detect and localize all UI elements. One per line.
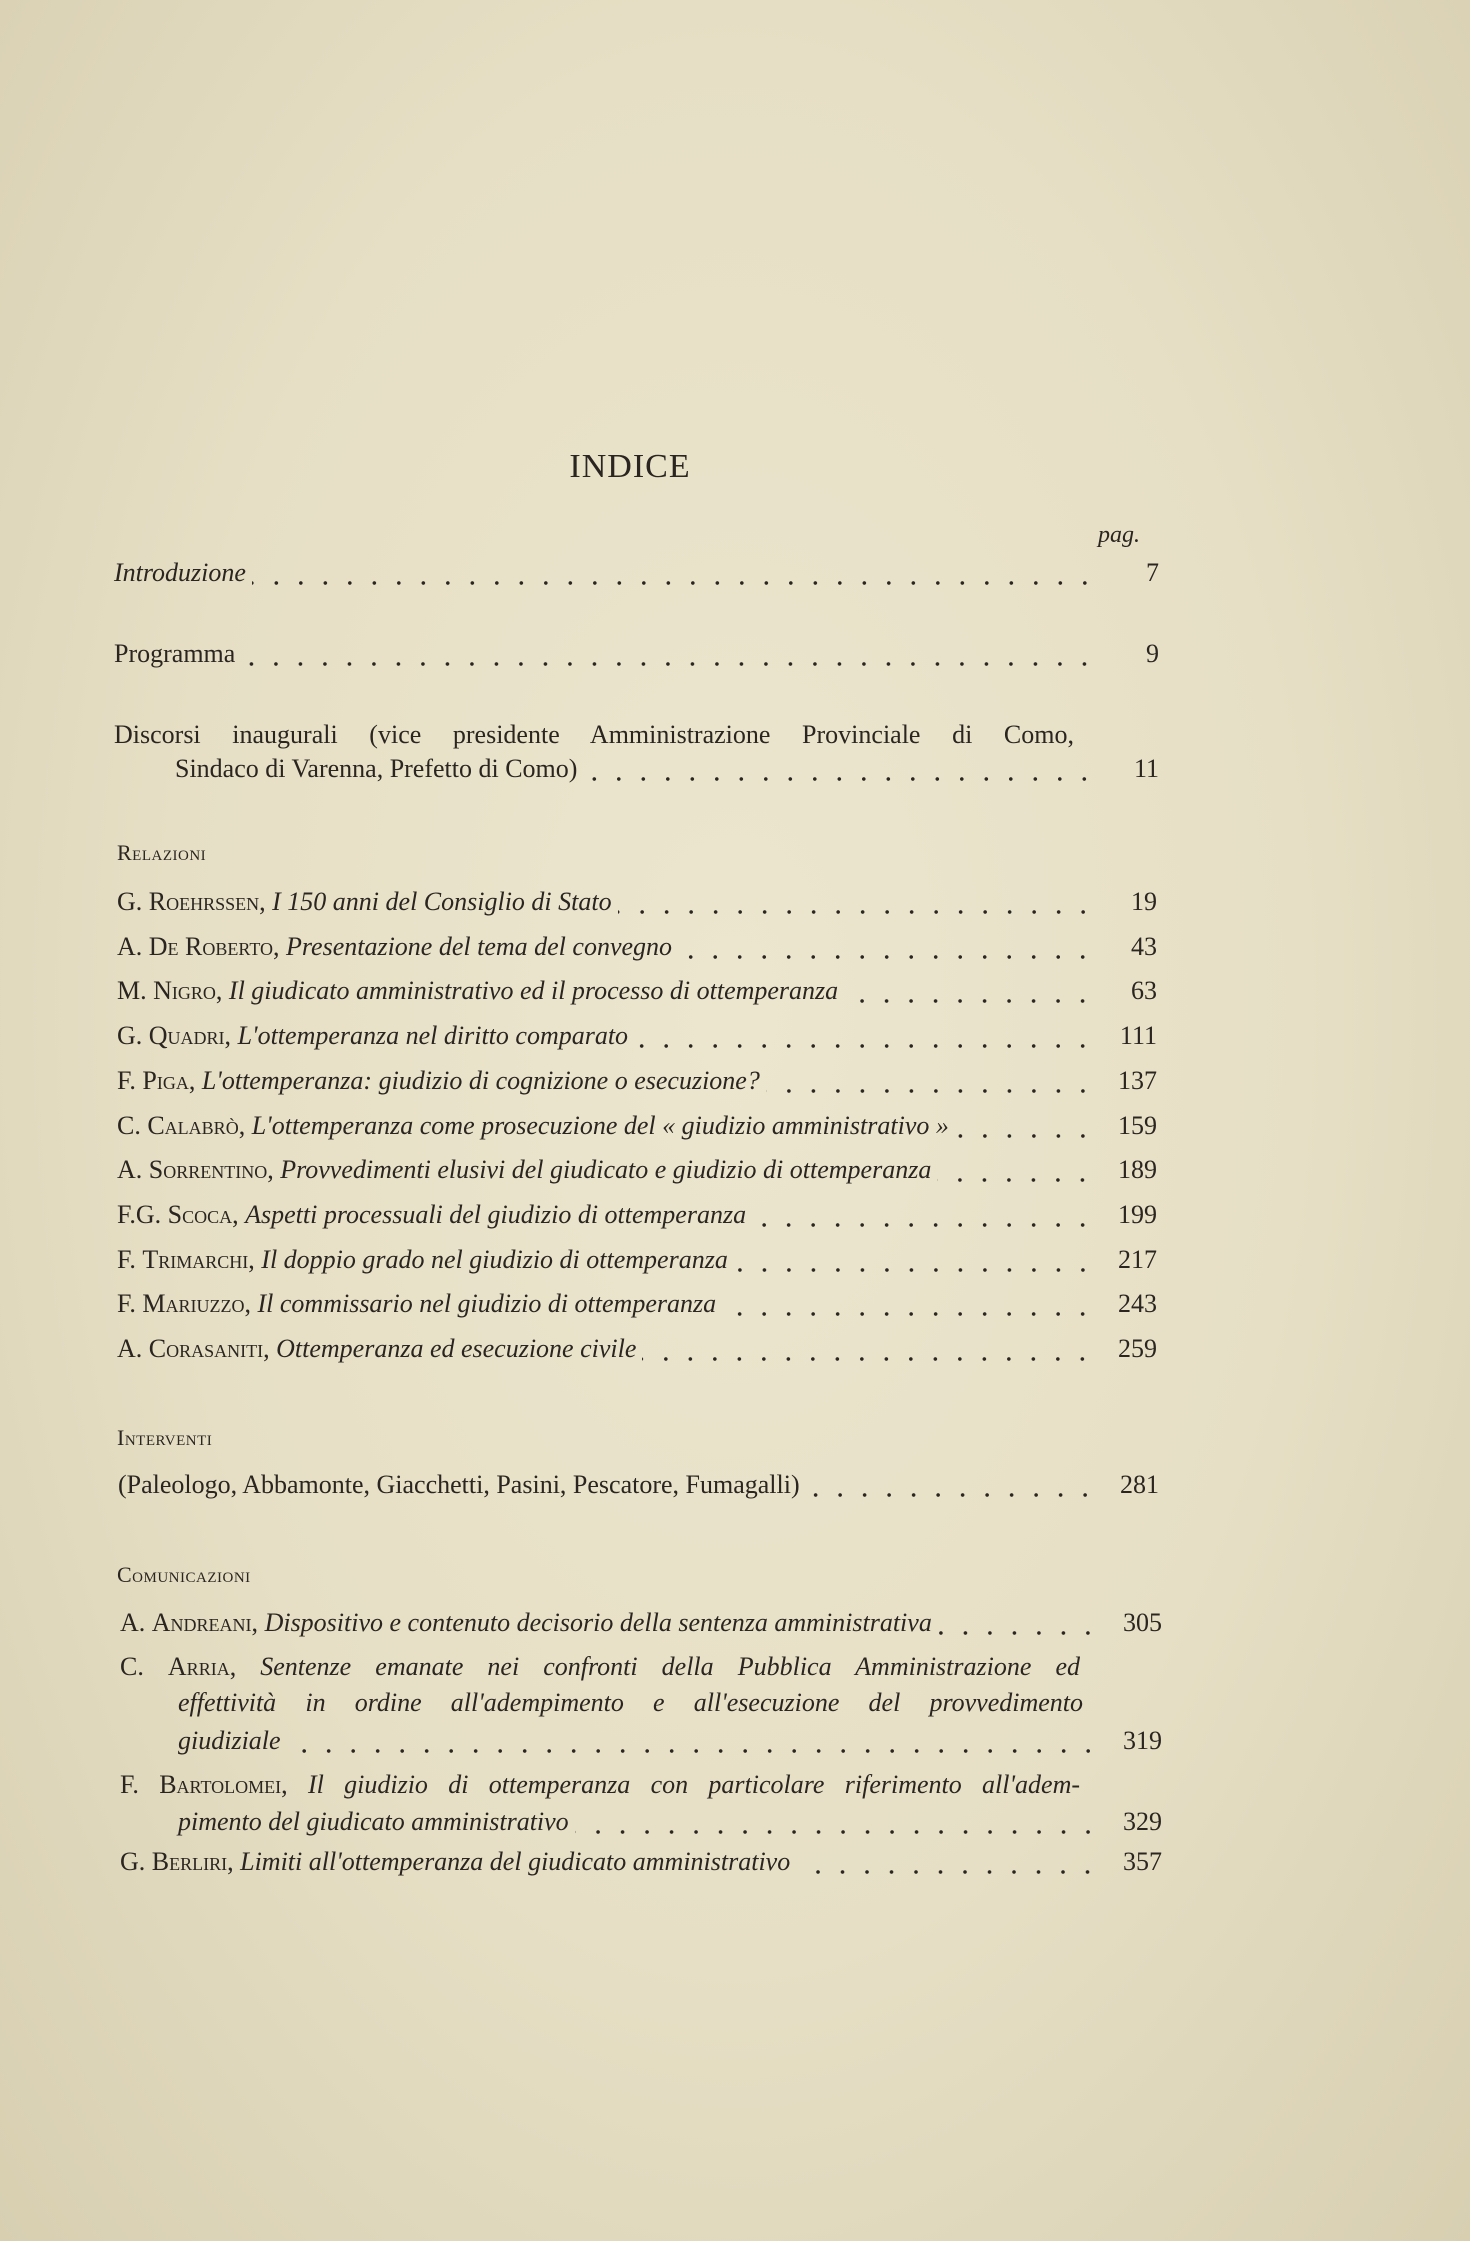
dot-leader bbox=[955, 1109, 1099, 1143]
author-initial: F. bbox=[117, 1244, 136, 1274]
page-column-label: pag. bbox=[1098, 522, 1140, 548]
dot-leader bbox=[752, 1198, 1099, 1232]
author-name: Mariuzzo, bbox=[142, 1289, 251, 1319]
entry-title: Sentenze emanate nei confronti della Pubblica Amministrazione ed bbox=[260, 1652, 1080, 1681]
toc-entry bbox=[117, 974, 1157, 1008]
section-heading-comunicazioni: Comunicazioni bbox=[117, 1562, 251, 1587]
author-name: Bartolomei, bbox=[159, 1770, 288, 1799]
entry-title: Programma bbox=[114, 639, 236, 668]
author-initial: A. bbox=[117, 1155, 143, 1185]
toc-entry bbox=[120, 1845, 1162, 1879]
entry-title: Ottemperanza ed esecuzione civile bbox=[276, 1334, 637, 1363]
toc-entry-discorsi-line1: Discorsi inaugurali (vice presidente Amministrazione Provinciale di Como, bbox=[114, 720, 1074, 749]
dot-leader bbox=[241, 637, 1101, 671]
dot-leader bbox=[634, 1019, 1099, 1053]
author-name: Berliri, bbox=[151, 1847, 234, 1876]
entry-title-continuation: pimento del giudicato amministrativo bbox=[178, 1807, 569, 1836]
dot-leader bbox=[583, 752, 1101, 786]
dot-leader bbox=[806, 1468, 1101, 1502]
author-initial: C. bbox=[117, 1110, 141, 1140]
author-name: Trimarchi, bbox=[142, 1244, 255, 1274]
page-number: 217 bbox=[1118, 1244, 1157, 1274]
entry-title: L'ottemperanza nel diritto comparato bbox=[237, 1021, 629, 1051]
entry-title: Limiti all'ottemperanza del giudicato amministrativo bbox=[240, 1847, 791, 1876]
page-number: 243 bbox=[1118, 1289, 1157, 1319]
author-name: Corasaniti, bbox=[148, 1334, 270, 1363]
toc-entry-programma bbox=[114, 637, 1159, 671]
author-name: Roehrssen, bbox=[148, 887, 266, 916]
author-initial: G. bbox=[117, 887, 143, 916]
page-number: 19 bbox=[1131, 887, 1157, 916]
toc-entry bbox=[117, 1332, 1157, 1366]
entry-title: Dispositivo e contenuto decisorio della sentenza amministrativa bbox=[264, 1608, 932, 1637]
page-number: 259 bbox=[1118, 1334, 1157, 1363]
section-heading-relazioni: Relazioni bbox=[117, 840, 207, 865]
author-initial: M. bbox=[117, 976, 147, 1006]
page-number: 281 bbox=[1120, 1470, 1159, 1499]
author-name: Nigro, bbox=[153, 976, 223, 1006]
entry-title: L'ottemperanza: giudizio di cognizione o esecuzione? bbox=[201, 1065, 760, 1095]
entry-title: Provvedimenti elusivi del giudicato e giudizio di ottemperanza bbox=[280, 1155, 932, 1185]
page-number: 319 bbox=[1123, 1726, 1162, 1755]
entry-title: Il giudicato amministrativo ed il processo di ottemperanza bbox=[228, 976, 839, 1006]
entry-title: Il doppio grado nel giudizio di ottemperanza bbox=[261, 1244, 728, 1274]
toc-entry bbox=[117, 1243, 1157, 1277]
entry-title: Il giudizio di ottemperanza con particolare riferimento all'adem- bbox=[307, 1770, 1081, 1799]
entry-title: L'ottemperanza come prosecuzione del « giudizio amministrativo » bbox=[251, 1110, 949, 1140]
toc-entry-line bbox=[120, 1768, 1080, 1802]
dot-leader bbox=[575, 1805, 1104, 1839]
toc-entry-introduzione bbox=[114, 556, 1159, 590]
section-heading-interventi: Interventi bbox=[117, 1425, 213, 1450]
author-name: Andreani, bbox=[151, 1608, 259, 1637]
entry-title: Introduzione bbox=[114, 558, 246, 587]
toc-entry bbox=[117, 930, 1157, 964]
toc-entry bbox=[117, 1019, 1157, 1053]
author-initial: F. bbox=[117, 1289, 136, 1319]
author-name: Quadri, bbox=[148, 1021, 232, 1051]
entry-title: Presentazione del tema del convegno bbox=[286, 931, 673, 961]
dot-leader bbox=[287, 1724, 1104, 1758]
author-initial: A. bbox=[117, 931, 143, 961]
toc-entry bbox=[117, 1198, 1157, 1232]
author-name: Scoca, bbox=[167, 1199, 239, 1229]
toc-entry bbox=[120, 1606, 1162, 1640]
dot-leader bbox=[734, 1243, 1099, 1277]
dot-leader bbox=[642, 1332, 1099, 1366]
dot-leader bbox=[722, 1287, 1099, 1321]
dot-leader bbox=[618, 885, 1099, 919]
page-number: 9 bbox=[1146, 639, 1159, 668]
page-number: 329 bbox=[1123, 1807, 1162, 1836]
page-number: 11 bbox=[1133, 754, 1159, 783]
toc-entry bbox=[117, 885, 1157, 919]
page-title: INDICE bbox=[569, 448, 691, 485]
toc-entry bbox=[117, 1109, 1157, 1143]
author-name: De Roberto, bbox=[148, 931, 280, 961]
author-initial: G. bbox=[117, 1021, 143, 1051]
dot-leader bbox=[796, 1845, 1104, 1879]
toc-entry-line bbox=[120, 1650, 1080, 1684]
page-number: 189 bbox=[1118, 1155, 1157, 1185]
page-number: 305 bbox=[1123, 1608, 1162, 1637]
dot-leader bbox=[766, 1064, 1099, 1098]
entry-title: I 150 anni del Consiglio di Stato bbox=[272, 887, 612, 916]
page-number: 7 bbox=[1146, 558, 1159, 587]
entry-title: (Paleologo, Abbamonte, Giacchetti, Pasini, Pescatore, Fumagalli) bbox=[118, 1470, 800, 1499]
entry-title-continuation: giudiziale bbox=[178, 1726, 281, 1755]
page-number: 137 bbox=[1118, 1065, 1157, 1095]
toc-entry bbox=[178, 1724, 1162, 1758]
toc-entry-interventi bbox=[118, 1468, 1159, 1502]
dot-leader bbox=[678, 930, 1099, 964]
author-name: Piga, bbox=[142, 1065, 196, 1095]
toc-entry bbox=[117, 1287, 1157, 1321]
page-number: 357 bbox=[1123, 1847, 1162, 1876]
page-number: 199 bbox=[1118, 1199, 1157, 1229]
page-number: 159 bbox=[1118, 1110, 1157, 1140]
entry-title-continuation: effettività in ordine all'adempimento e all'esecuzione del provvedimento bbox=[178, 1688, 1083, 1717]
toc-entry bbox=[117, 1064, 1157, 1098]
page-number: 63 bbox=[1131, 976, 1157, 1006]
dot-leader bbox=[252, 556, 1101, 590]
toc-entry-discorsi bbox=[175, 752, 1159, 786]
entry-title: Sindaco di Varenna, Prefetto di Como) bbox=[175, 754, 578, 783]
author-name: Calabrò, bbox=[147, 1110, 246, 1140]
author-initial: A. bbox=[120, 1608, 146, 1637]
toc-entry bbox=[178, 1805, 1162, 1839]
entry-title: Il commissario nel giudizio di ottemperanza bbox=[257, 1289, 717, 1319]
toc-entry bbox=[117, 1153, 1157, 1187]
author-initial: F. bbox=[120, 1770, 139, 1799]
author-initial: G. bbox=[120, 1847, 146, 1876]
author-initial: F. bbox=[117, 1065, 136, 1095]
author-name: Sorrentino, bbox=[148, 1155, 274, 1185]
page-number: 43 bbox=[1131, 931, 1157, 961]
dot-leader bbox=[844, 974, 1099, 1008]
author-initial: F.G. bbox=[117, 1199, 162, 1229]
entry-title: Aspetti processuali del giudizio di ottemperanza bbox=[245, 1199, 747, 1229]
author-initial: C. bbox=[120, 1652, 144, 1681]
dot-leader bbox=[938, 1606, 1104, 1640]
page-number: 111 bbox=[1119, 1021, 1157, 1051]
author-initial: A. bbox=[117, 1334, 143, 1363]
author-name: Arria, bbox=[167, 1652, 237, 1681]
dot-leader bbox=[937, 1153, 1099, 1187]
